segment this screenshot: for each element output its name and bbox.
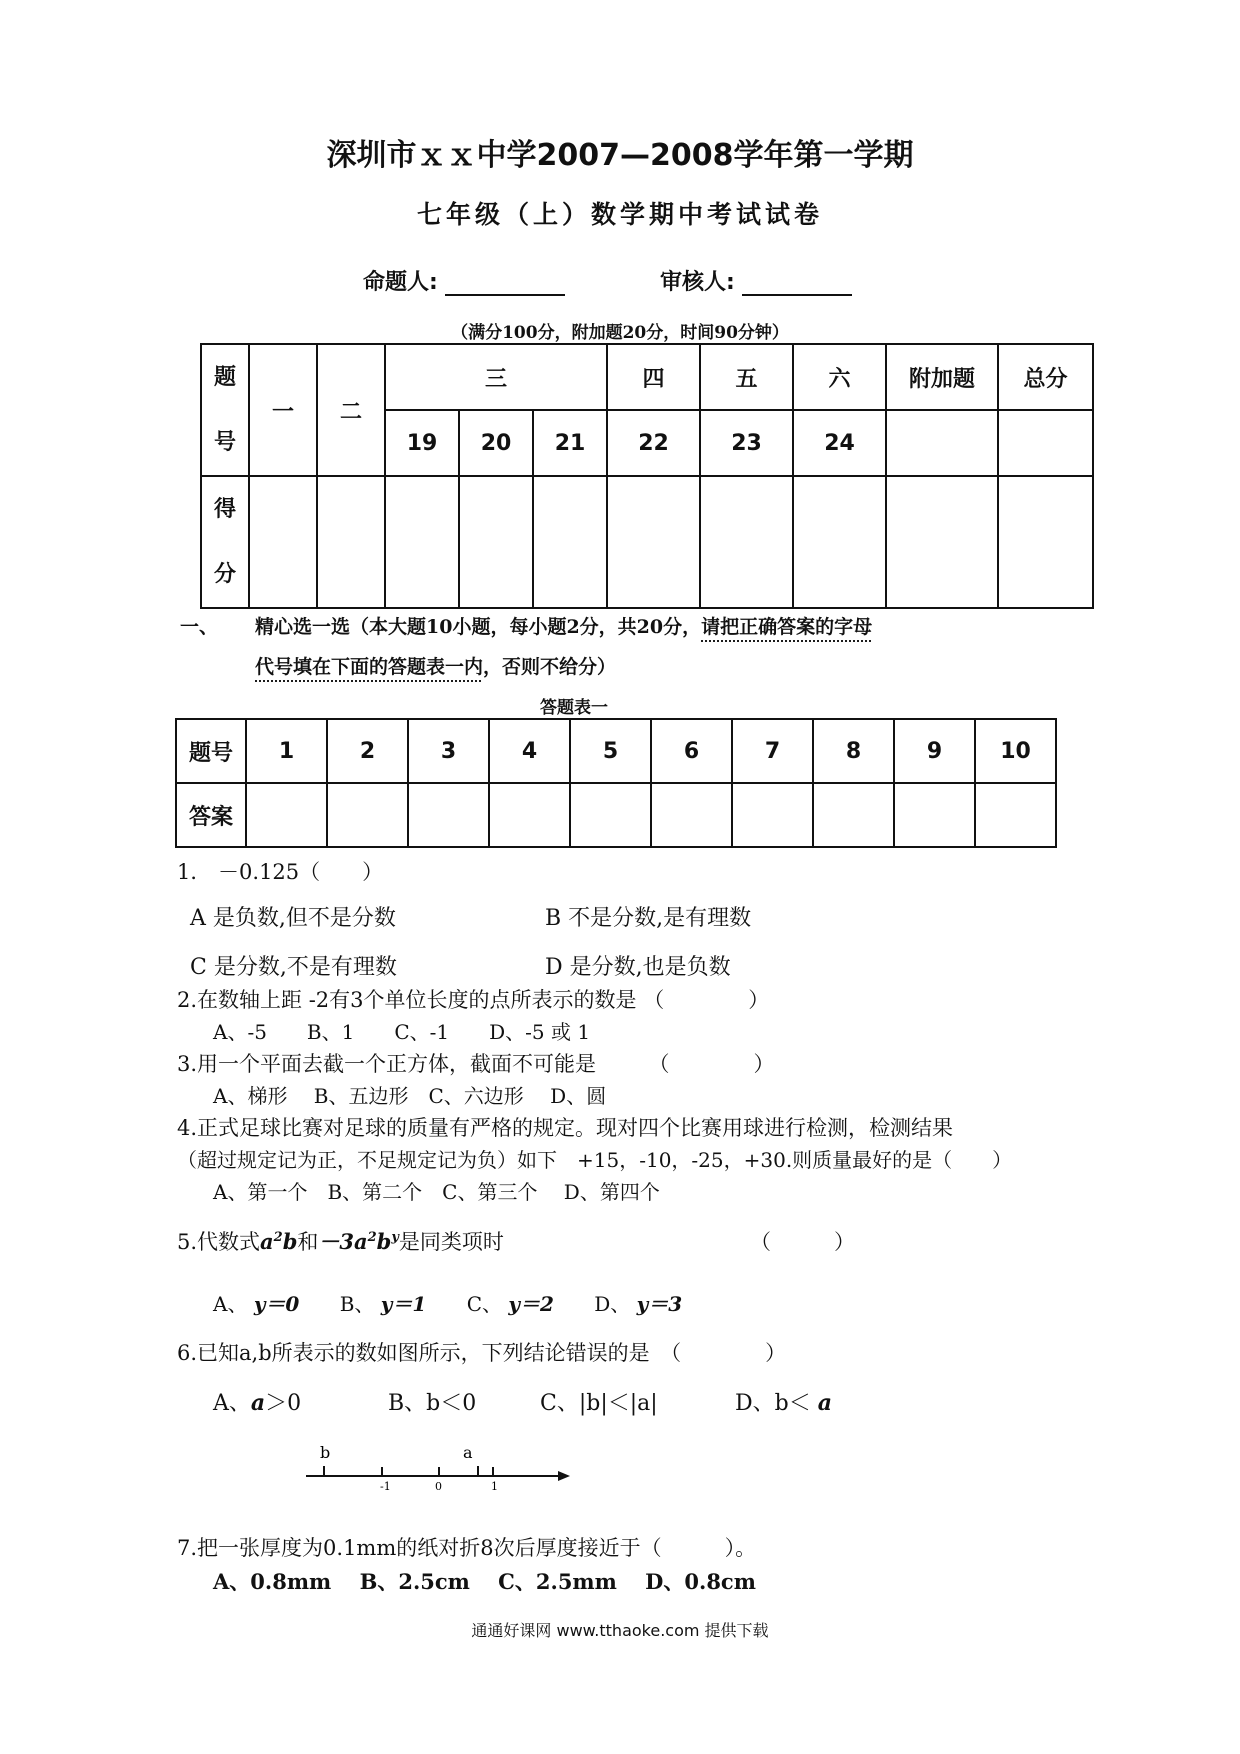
score-cell <box>998 410 1093 476</box>
answer-number: 8 <box>813 719 894 783</box>
answer-table-number-label: 题号 <box>176 719 246 783</box>
col-three: 三 <box>385 344 607 410</box>
answer-number: 5 <box>570 719 651 783</box>
exam-subtitle: 七年级（上）数学期中考试试卷 <box>416 200 823 229</box>
col-one: 一 <box>249 344 317 476</box>
q1-option-a: A 是负数,但不是分数 <box>190 906 396 931</box>
author-field <box>363 265 565 296</box>
answer-cell <box>651 783 732 847</box>
answer-number: 4 <box>489 719 570 783</box>
q6-stem: 6.已知a,b所表示的数如图所示，下列结论错误的是 （ ） <box>177 1341 787 1365</box>
section1-number: 一、 <box>180 616 219 638</box>
q1-option-b: B 不是分数,是有理数 <box>545 906 752 931</box>
col-six: 六 <box>793 344 886 410</box>
reviewer-line <box>742 274 852 296</box>
exam-note: （满分100分，附加题20分，时间90分钟） <box>451 323 789 343</box>
label-0: 0 <box>435 1480 442 1493</box>
label-neg1: -1 <box>380 1480 391 1493</box>
answer-cell <box>246 783 327 847</box>
score-cell <box>317 476 385 608</box>
label-b: b <box>320 1443 331 1462</box>
answer-number: 9 <box>894 719 975 783</box>
section1-line2: 代号填在下面的答题表一内，否则不给分） <box>255 656 617 678</box>
score-cell <box>998 476 1093 608</box>
q6-number-line <box>300 1438 580 1498</box>
answer-number: 3 <box>408 719 489 783</box>
sub-col-19: 19 <box>385 410 459 476</box>
footer-credit: 通通好课网 www.tthaoke.com 提供下载 <box>471 1621 769 1640</box>
score-cell <box>459 476 533 608</box>
answer-cell <box>489 783 570 847</box>
q6-option-b: B、b＜0 <box>388 1391 477 1416</box>
answer-number: 7 <box>732 719 813 783</box>
answer-number: 6 <box>651 719 732 783</box>
q4-stem-line2: （超过规定记为正，不足规定记为负）如下 +15，-10，-25，+30.则质量最好的是（ ） <box>177 1148 1013 1172</box>
score-cell <box>607 476 700 608</box>
answer-table <box>175 718 1057 848</box>
q1-option-d: D 是分数,也是负数 <box>545 955 731 980</box>
sub-col-21: 21 <box>533 410 607 476</box>
score-table <box>200 343 1094 609</box>
q7-stem: 7.把一张厚度为0.1mm的纸对折8次后厚度接近于（ ）。 <box>177 1536 757 1560</box>
answer-cell <box>975 783 1056 847</box>
label-a: a <box>463 1443 473 1462</box>
col-total: 总分 <box>998 344 1093 410</box>
answer-number: 10 <box>975 719 1056 783</box>
reviewer-label: 审核人: <box>660 270 735 295</box>
answer-cell <box>813 783 894 847</box>
row-label-score: 得 分 <box>201 476 249 608</box>
answer-table-answer-label: 答案 <box>176 783 246 847</box>
q5-term2: $-3a^2b^y$ <box>318 1229 399 1254</box>
answer-cell <box>894 783 975 847</box>
sub-col-22: 22 <box>607 410 700 476</box>
q5-stem: 5.代数式$a^2b$和$-3a^2b^y$是同类项时 <box>177 1229 504 1254</box>
q3-stem: 3.用一个平面去截一个正方体，截面不可能是 （ ） <box>177 1052 775 1076</box>
author-label: 命题人: <box>363 270 438 295</box>
answer-cell <box>732 783 813 847</box>
col-extra: 附加题 <box>886 344 998 410</box>
row-label-number: 题 号 <box>201 344 249 476</box>
score-cell <box>700 476 793 608</box>
col-five: 五 <box>700 344 793 410</box>
q1-stem: 1． －0.125（ ） <box>177 860 384 884</box>
score-cell <box>533 476 607 608</box>
sub-col-20: 20 <box>459 410 533 476</box>
label-1: 1 <box>491 1480 498 1493</box>
q2-options: A、-5 B、1 C、-1 D、-5 或 1 <box>213 1020 591 1044</box>
score-cell <box>249 476 317 608</box>
sub-col-23: 23 <box>700 410 793 476</box>
q6-option-d: D、b＜ a <box>735 1390 832 1416</box>
author-line <box>445 274 565 296</box>
answer-number: 1 <box>246 719 327 783</box>
q6-option-c: C、|b|＜|a| <box>540 1391 658 1416</box>
answer-cell <box>327 783 408 847</box>
answer-cell <box>570 783 651 847</box>
q2-stem: 2.在数轴上距 -2有3个单位长度的点所表示的数是 （ ） <box>177 988 770 1012</box>
q5-term1: $a^2b$ <box>260 1229 298 1254</box>
exam-title: 深圳市ｘｘ中学2007—2008学年第一学期 <box>326 138 914 173</box>
q3-options: A、梯形 B、五边形 C、六边形 D、圆 <box>213 1084 607 1108</box>
number-line-arrow <box>558 1471 570 1481</box>
col-two: 二 <box>317 344 385 476</box>
score-cell <box>385 476 459 608</box>
q4-stem-line1: 4.正式足球比赛对足球的质量有严格的规定。现对四个比赛用球进行检测，检测结果 <box>177 1116 954 1140</box>
answer-cell <box>408 783 489 847</box>
score-cell <box>886 410 998 476</box>
score-cell <box>886 476 998 608</box>
score-cell <box>793 476 886 608</box>
q4-options: A、第一个 B、第二个 C、第三个 D、第四个 <box>213 1180 660 1204</box>
q6-option-a: A、a＞0 <box>213 1390 302 1416</box>
col-four: 四 <box>607 344 700 410</box>
answer-number: 2 <box>327 719 408 783</box>
q1-option-c: C 是分数,不是有理数 <box>190 955 397 980</box>
q7-options: A、0.8mm B、2.5cm C、2.5mm D、0.8cm <box>213 1569 756 1594</box>
section1-line1: 精心选一选（本大题10小题，每小题2分，共20分，请把正确答案的字母 <box>255 616 873 638</box>
sub-col-24: 24 <box>793 410 886 476</box>
answer-table-title: 答题表一 <box>540 698 608 718</box>
reviewer-field <box>660 265 852 296</box>
q5-paren: （ ） <box>750 1230 855 1254</box>
q5-options: A、 y＝0 B、 y＝1 C、 y＝2 D、 y＝3 <box>213 1292 683 1316</box>
